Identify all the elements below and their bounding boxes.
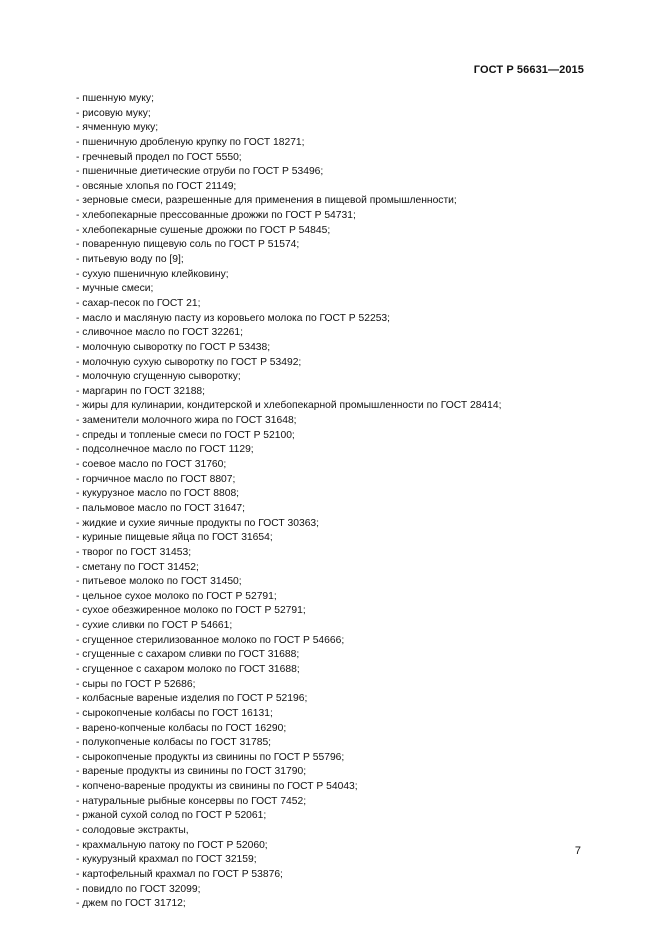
list-item: - копчено-вареные продукты из свинины по ГОСТ Р 54043; [76,781,358,793]
list-item: - крахмальную патоку по ГОСТ Р 52060; [76,839,268,851]
list-item: - натуральные рыбные консервы по ГОСТ 7452; [76,795,307,807]
list-item: - поваренную пищевую соль по ГОСТ Р 51574; [76,239,300,251]
list-item: - сгущенные с сахаром сливки по ГОСТ 31688; [76,649,300,661]
list-item: - сухие сливки по ГОСТ Р 54661; [76,620,233,632]
list-item: - молочную сухую сыворотку по ГОСТ Р 53492; [76,356,302,368]
list-item: - пшенную муку; [76,93,154,104]
list-item: - хлебопекарные сушеные дрожжи по ГОСТ Р 54845; [76,224,331,236]
list-item: - сыры по ГОСТ Р 52686; [76,678,196,690]
list-item: - подсолнечное масло по ГОСТ 1129; [76,444,254,456]
list-item: - творог по ГОСТ 31453; [76,546,192,558]
list-item: - колбасные вареные изделия по ГОСТ Р 52196; [76,693,308,705]
list-item: - ржаной сухой солод по ГОСТ Р 52061; [76,810,267,822]
list-item: - спреды и топленые смеси по ГОСТ Р 52100; [76,429,295,441]
list-item: - кукурузное масло по ГОСТ 8808; [76,488,240,500]
list-item: - сахар-песок по ГОСТ 21; [76,297,201,309]
list-item: - ячменную муку; [76,122,159,134]
list-item: - картофельный крахмал по ГОСТ Р 53876; [76,868,283,880]
list-item: - жиры для кулинарии, кондитерской и хлебопекарной промышленности по ГОСТ 28414; [76,400,502,412]
list-item: - пальмовое масло по ГОСТ 31647; [76,502,246,514]
list-item: - сырокопченые колбасы по ГОСТ 16131; [76,707,273,719]
ingredient-list [76,92,576,912]
list-item: - сгущенное с сахаром молоко по ГОСТ 31688; [76,663,300,675]
list-item: - питьевую воду по [9]; [76,254,184,266]
list-item: - горчичное масло по ГОСТ 8807; [76,473,236,485]
page-number: 7 [574,845,581,857]
list-item: - джем по ГОСТ 31712; [76,898,186,910]
list-item: - рисовую муку; [76,107,151,119]
list-item: - повидло по ГОСТ 32099; [76,883,201,895]
list-item: - пшеничные диетические отруби по ГОСТ Р 53496; [76,166,324,178]
list-item: - гречневый продел по ГОСТ 5550; [76,151,242,163]
list-item: - сырокопченые продукты из свинины по ГОСТ Р 55796; [76,751,345,763]
list-item: - полукопченые колбасы по ГОСТ 31785; [76,737,272,749]
list-item: - молочную сгущенную сыворотку; [76,371,241,383]
list-item: - кукурузный крахмал по ГОСТ 32159; [76,854,257,866]
list-item: - солодовые экстракты, [76,825,189,837]
list-item: - заменители молочного жира по ГОСТ 31648; [76,415,297,427]
list-item: - варено-копченые колбасы по ГОСТ 16290; [76,722,287,734]
list-item: - молочную сыворотку по ГОСТ Р 53438; [76,341,271,353]
list-item: - мучные смеси; [76,283,154,295]
list-item: - пшеничную дробленую крупку по ГОСТ 18271; [76,136,305,148]
list-item: - жидкие и сухие яичные продукты по ГОСТ 30363; [76,517,320,529]
list-item: - маргарин по ГОСТ 32188; [76,385,206,397]
list-item: - соевое масло по ГОСТ 31760; [76,459,227,471]
list-item: - сливочное масло по ГОСТ 32261; [76,327,243,339]
list-item: - питьевое молоко по ГОСТ 31450; [76,576,242,588]
list-item: - сухое обезжиренное молоко по ГОСТ Р 52791; [76,605,306,617]
document-header: ГОСТ Р 56631—2015 [473,64,584,76]
list-item: - зерновые смеси, разрешенные для применения в пищевой промышленности; [76,195,457,207]
list-item: - хлебопекарные прессованные дрожжи по ГОСТ Р 54731; [76,210,356,222]
list-item: - куриные пищевые яйца по ГОСТ 31654; [76,532,273,544]
list-item: - вареные продукты из свинины по ГОСТ 31790; [76,766,307,778]
list-item: - овсяные хлопья по ГОСТ 21149; [76,180,237,192]
list-item: - сухую пшеничную клейковину; [76,268,229,280]
list-item: - сгущенное стерилизованное молоко по ГОСТ Р 54666; [76,634,345,646]
list-item: - сметану по ГОСТ 31452; [76,561,199,573]
list-item: - цельное сухое молоко по ГОСТ Р 52791; [76,590,277,602]
list-item: - масло и масляную пасту из коровьего молока по ГОСТ Р 52253; [76,312,391,324]
